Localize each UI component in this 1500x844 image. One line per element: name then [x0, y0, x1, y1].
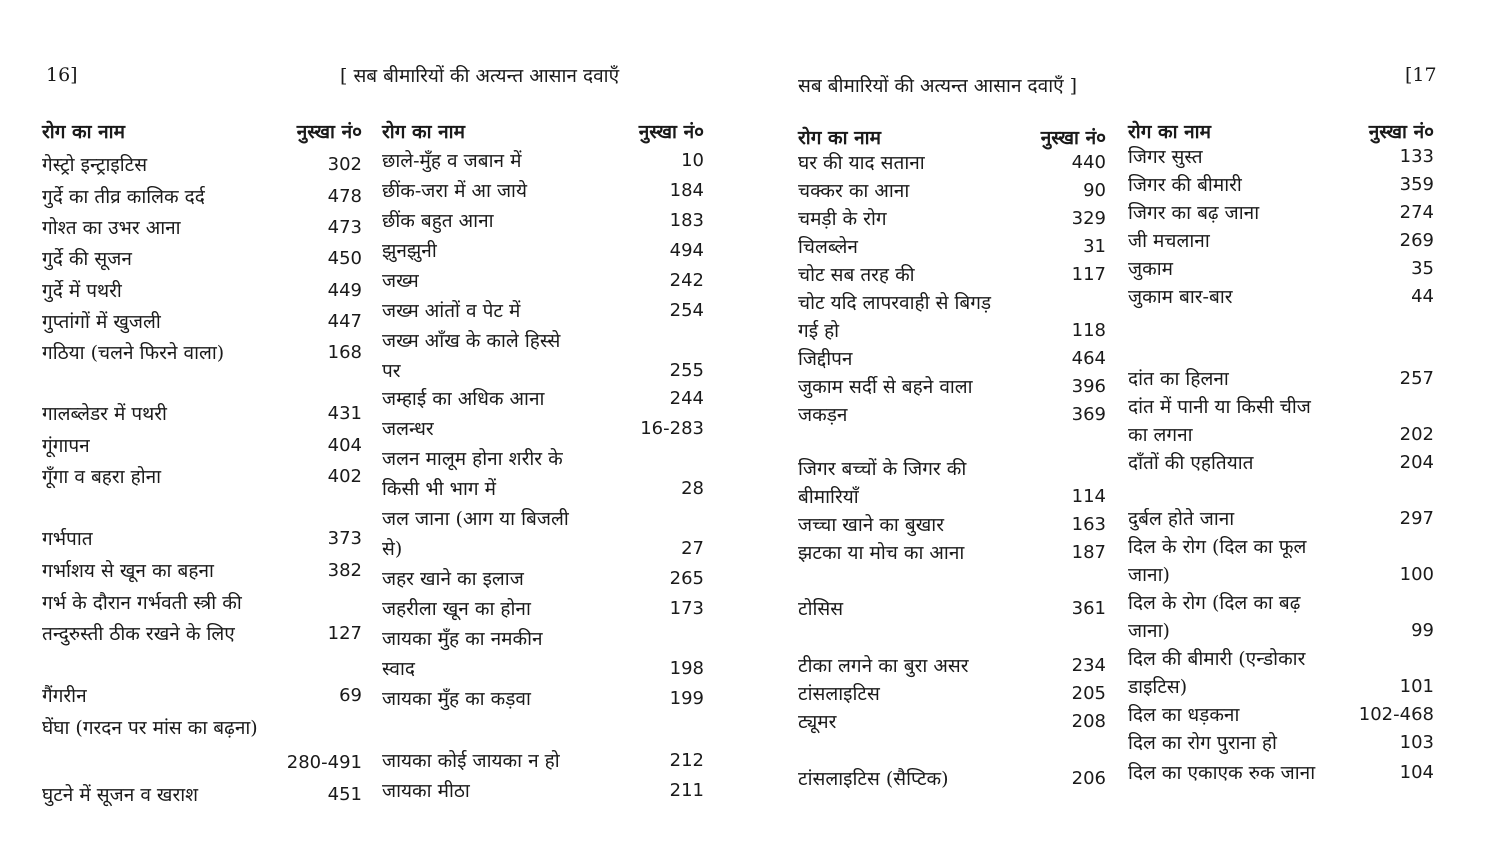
- entry-disease-name: जख्म आँख के काले हिस्से: [382, 330, 561, 352]
- header-disease-name: रोग का नाम: [1128, 121, 1211, 143]
- entry-disease-name: झटका या मोच का आना: [798, 542, 965, 564]
- page-number: 16]: [46, 64, 78, 86]
- entry-recipe-number: 10: [681, 150, 704, 171]
- entry-disease-name: दांत में पानी या किसी चीज: [1128, 396, 1311, 418]
- entry-disease-name: गूंगापन: [42, 435, 90, 457]
- entry-recipe-number: 103: [1399, 732, 1434, 753]
- entry-recipe-number: 254: [669, 300, 704, 321]
- header-recipe-number: नुस्खा नं०: [638, 121, 704, 143]
- entry-recipe-number: 117: [1071, 264, 1106, 285]
- entry-disease-name: जच्चा खाने का बुखार: [798, 514, 944, 536]
- entry-recipe-number: 274: [1399, 202, 1434, 223]
- entry-recipe-number: 280-491: [286, 752, 362, 773]
- entry-disease-name: घेंघा (गरदन पर मांस का बढ़ना): [42, 717, 258, 739]
- entry-disease-name: दिल का एकाएक रुक जाना: [1128, 762, 1316, 784]
- entry-recipe-number: 184: [669, 180, 704, 201]
- entry-disease-name: गुप्तांगों में खुजली: [42, 311, 161, 333]
- entry-disease-name: चोट यदि लापरवाही से बिगड़: [798, 292, 992, 314]
- entry-recipe-number: 447: [327, 311, 362, 332]
- entry-recipe-number: 90: [1083, 180, 1106, 201]
- entry-disease-name: जम्हाई का अधिक आना: [382, 388, 545, 410]
- entry-disease-name: जायका मुँह का नमकीन: [382, 628, 543, 650]
- header-disease-name: रोग का नाम: [382, 121, 465, 143]
- entry-recipe-number: 212: [669, 750, 704, 771]
- entry-disease-name: जिगर का बढ़ जाना: [1128, 202, 1260, 224]
- entry-disease-name: पर: [382, 360, 401, 382]
- entry-disease-name: जलन्धर: [382, 418, 434, 440]
- entry-disease-name: छींक-जरा में आ जाये: [382, 180, 527, 202]
- entry-recipe-number: 168: [327, 342, 362, 363]
- entry-recipe-number: 478: [327, 186, 362, 207]
- entry-disease-name: जी मचलाना: [1128, 230, 1210, 252]
- entry-recipe-number: 382: [327, 560, 362, 581]
- entry-disease-name: डाइटिस): [1128, 676, 1188, 698]
- entry-disease-name: गठिया (चलने फिरने वाला): [42, 342, 225, 364]
- entry-recipe-number: 242: [669, 270, 704, 291]
- entry-disease-name: जकड़न: [798, 404, 848, 426]
- entry-recipe-number: 102-468: [1358, 704, 1434, 725]
- entry-disease-name: जायका मुँह का कड़वा: [382, 688, 531, 710]
- entry-disease-name: दिल के रोग (दिल का बढ़: [1128, 592, 1301, 614]
- entry-recipe-number: 211: [669, 780, 704, 801]
- page-number: [17: [1405, 64, 1437, 86]
- entry-disease-name: चक्कर का आना: [798, 180, 910, 202]
- entry-recipe-number: 369: [1071, 404, 1106, 425]
- entry-recipe-number: 183: [669, 210, 704, 231]
- entry-disease-name: जुकाम बार-बार: [1128, 286, 1233, 308]
- entry-disease-name: दिल के रोग (दिल का फूल: [1128, 536, 1307, 558]
- entry-disease-name: झुनझुनी: [382, 240, 437, 262]
- entry-disease-name: किसी भी भाग में: [382, 478, 497, 500]
- index-column: [42, 118, 362, 818]
- entry-disease-name: जिद्दीपन: [798, 348, 853, 370]
- entry-disease-name: दिल का रोग पुराना हो: [1128, 732, 1277, 754]
- entry-recipe-number: 202: [1399, 424, 1434, 445]
- entry-disease-name: गर्भाशय से खून का बहना: [42, 560, 214, 582]
- entry-disease-name: गर्भ के दौरान गर्भवती स्त्री की: [42, 592, 242, 614]
- entry-disease-name: गोश्त का उभर आना: [42, 217, 181, 239]
- column-header: [382, 118, 704, 148]
- entry-recipe-number: 269: [1399, 230, 1434, 251]
- entry-recipe-number: 450: [327, 248, 362, 269]
- entry-disease-name: जलन मालूम होना शरीर के: [382, 448, 563, 470]
- entry-recipe-number: 361: [1071, 598, 1106, 619]
- entry-disease-name: टांसलाइटिस (सैप्टिक): [798, 768, 949, 790]
- entry-recipe-number: 205: [1071, 683, 1106, 704]
- entry-recipe-number: 204: [1399, 452, 1434, 473]
- entry-disease-name: गुर्दे में पथरी: [42, 280, 122, 302]
- entry-disease-name: गैंगरीन: [42, 685, 87, 707]
- entry-recipe-number: 28: [681, 478, 704, 499]
- entry-disease-name: ट्यूमर: [798, 711, 837, 733]
- entry-disease-name: जाना): [1128, 620, 1170, 642]
- entry-recipe-number: 118: [1071, 320, 1106, 341]
- entry-disease-name: जहर खाने का इलाज: [382, 568, 524, 590]
- index-column: [1128, 118, 1434, 818]
- column-header: [42, 118, 362, 148]
- entry-recipe-number: 133: [1399, 146, 1434, 167]
- entry-recipe-number: 104: [1399, 762, 1434, 783]
- entry-recipe-number: 44: [1411, 286, 1434, 307]
- entry-disease-name: गई हो: [798, 320, 840, 342]
- entry-recipe-number: 199: [669, 688, 704, 709]
- entry-disease-name: छींक बहुत आना: [382, 210, 494, 232]
- entry-disease-name: घर की याद सताना: [798, 152, 925, 174]
- entry-recipe-number: 206: [1071, 768, 1106, 789]
- entry-disease-name: से): [382, 538, 403, 560]
- entry-recipe-number: 257: [1399, 368, 1434, 389]
- entry-disease-name: जाना): [1128, 564, 1170, 586]
- entry-recipe-number: 494: [669, 240, 704, 261]
- entry-disease-name: स्वाद: [382, 658, 415, 680]
- entry-recipe-number: 440: [1071, 152, 1106, 173]
- entry-recipe-number: 255: [669, 360, 704, 381]
- entry-disease-name: जिगर बच्चों के जिगर की: [798, 458, 967, 480]
- entry-disease-name: चोट सब तरह की: [798, 264, 915, 286]
- entry-recipe-number: 198: [669, 658, 704, 679]
- entry-recipe-number: 16-283: [640, 418, 704, 439]
- entry-recipe-number: 473: [327, 217, 362, 238]
- entry-recipe-number: 173: [669, 598, 704, 619]
- header-recipe-number: नुस्खा नं०: [296, 121, 362, 143]
- index-column: [382, 118, 704, 818]
- entry-recipe-number: 297: [1399, 508, 1434, 529]
- entry-disease-name: जिगर की बीमारी: [1128, 174, 1242, 196]
- entry-recipe-number: 359: [1399, 174, 1434, 195]
- entry-recipe-number: 208: [1071, 711, 1106, 732]
- running-title: [ सब बीमारियों की अत्यन्त आसान दवाएँ: [340, 65, 620, 87]
- entry-recipe-number: 100: [1399, 564, 1434, 585]
- entry-disease-name: जल जाना (आग या बिजली: [382, 508, 569, 530]
- entry-disease-name: बीमारियाँ: [798, 486, 859, 508]
- entry-disease-name: घुटने में सूजन व खराश: [42, 784, 199, 806]
- entry-recipe-number: 404: [327, 435, 362, 456]
- entry-disease-name: दांत का हिलना: [1128, 368, 1229, 390]
- header-recipe-number: नुस्खा नं०: [1368, 121, 1434, 143]
- header-disease-name: रोग का नाम: [42, 121, 125, 143]
- entry-recipe-number: 31: [1083, 236, 1106, 257]
- entry-recipe-number: 101: [1399, 676, 1434, 697]
- entry-disease-name: दाँतों की एहतियात: [1128, 452, 1254, 474]
- entry-recipe-number: 449: [327, 280, 362, 301]
- entry-recipe-number: 114: [1071, 486, 1106, 507]
- entry-disease-name: जायका कोई जायका न हो: [382, 750, 560, 772]
- entry-disease-name: जख्म आंतों व पेट में: [382, 300, 521, 322]
- entry-disease-name: दिल का धड़कना: [1128, 704, 1240, 726]
- entry-disease-name: टोसिस: [798, 598, 844, 620]
- entry-recipe-number: 35: [1411, 258, 1434, 279]
- entry-recipe-number: 163: [1071, 514, 1106, 535]
- entry-disease-name: गूँगा व बहरा होना: [42, 466, 162, 488]
- entry-disease-name: चमड़ी के रोग: [798, 208, 887, 230]
- entry-recipe-number: 69: [339, 685, 362, 706]
- entry-disease-name: गेस्ट्रो इन्ट्राइटिस: [42, 154, 148, 176]
- entry-recipe-number: 402: [327, 466, 362, 487]
- header-recipe-number: नुस्खा नं०: [1040, 127, 1106, 149]
- entry-disease-name: गालब्लेडर में पथरी: [42, 403, 167, 425]
- entry-recipe-number: 373: [327, 528, 362, 549]
- entry-disease-name: जुकाम सर्दी से बहने वाला: [798, 376, 973, 398]
- entry-disease-name: टांसलाइटिस: [798, 683, 880, 705]
- index-column: [798, 124, 1106, 824]
- entry-recipe-number: 27: [681, 538, 704, 559]
- entry-disease-name: तन्दुरुस्ती ठीक रखने के लिए: [42, 623, 235, 645]
- entry-disease-name: गुर्दे का तीव्र कालिक दर्द: [42, 186, 205, 208]
- entry-recipe-number: 302: [327, 154, 362, 175]
- header-disease-name: रोग का नाम: [798, 127, 881, 149]
- entry-disease-name: जुकाम: [1128, 258, 1173, 280]
- entry-recipe-number: 329: [1071, 208, 1106, 229]
- entry-disease-name: जिगर सुस्त: [1128, 146, 1203, 168]
- entry-disease-name: दिल की बीमारी (एन्डोकार: [1128, 648, 1306, 670]
- entry-recipe-number: 99: [1411, 620, 1434, 641]
- entry-recipe-number: 187: [1071, 542, 1106, 563]
- entry-recipe-number: 265: [669, 568, 704, 589]
- right-page: [750, 0, 1500, 844]
- entry-recipe-number: 431: [327, 403, 362, 424]
- entry-disease-name: टीका लगने का बुरा असर: [798, 655, 969, 677]
- entry-disease-name: छाले-मुँह व जबान में: [382, 150, 522, 172]
- entry-disease-name: जख्म: [382, 270, 419, 292]
- entry-recipe-number: 451: [327, 784, 362, 805]
- running-title: सब बीमारियों की अत्यन्त आसान दवाएँ ]: [798, 75, 1078, 97]
- entry-disease-name: चिलब्लेन: [798, 236, 858, 258]
- entry-disease-name: गुर्दे की सूजन: [42, 248, 132, 270]
- entry-disease-name: जहरीला खून का होना: [382, 598, 531, 620]
- entry-disease-name: जायका मीठा: [382, 780, 470, 802]
- entry-recipe-number: 127: [327, 623, 362, 644]
- entry-disease-name: गर्भपात: [42, 528, 93, 550]
- entry-disease-name: का लगना: [1128, 424, 1193, 446]
- entry-disease-name: दुर्बल होते जाना: [1128, 508, 1235, 530]
- entry-recipe-number: 464: [1071, 348, 1106, 369]
- entry-recipe-number: 244: [669, 388, 704, 409]
- entry-recipe-number: 234: [1071, 655, 1106, 676]
- entry-recipe-number: 396: [1071, 376, 1106, 397]
